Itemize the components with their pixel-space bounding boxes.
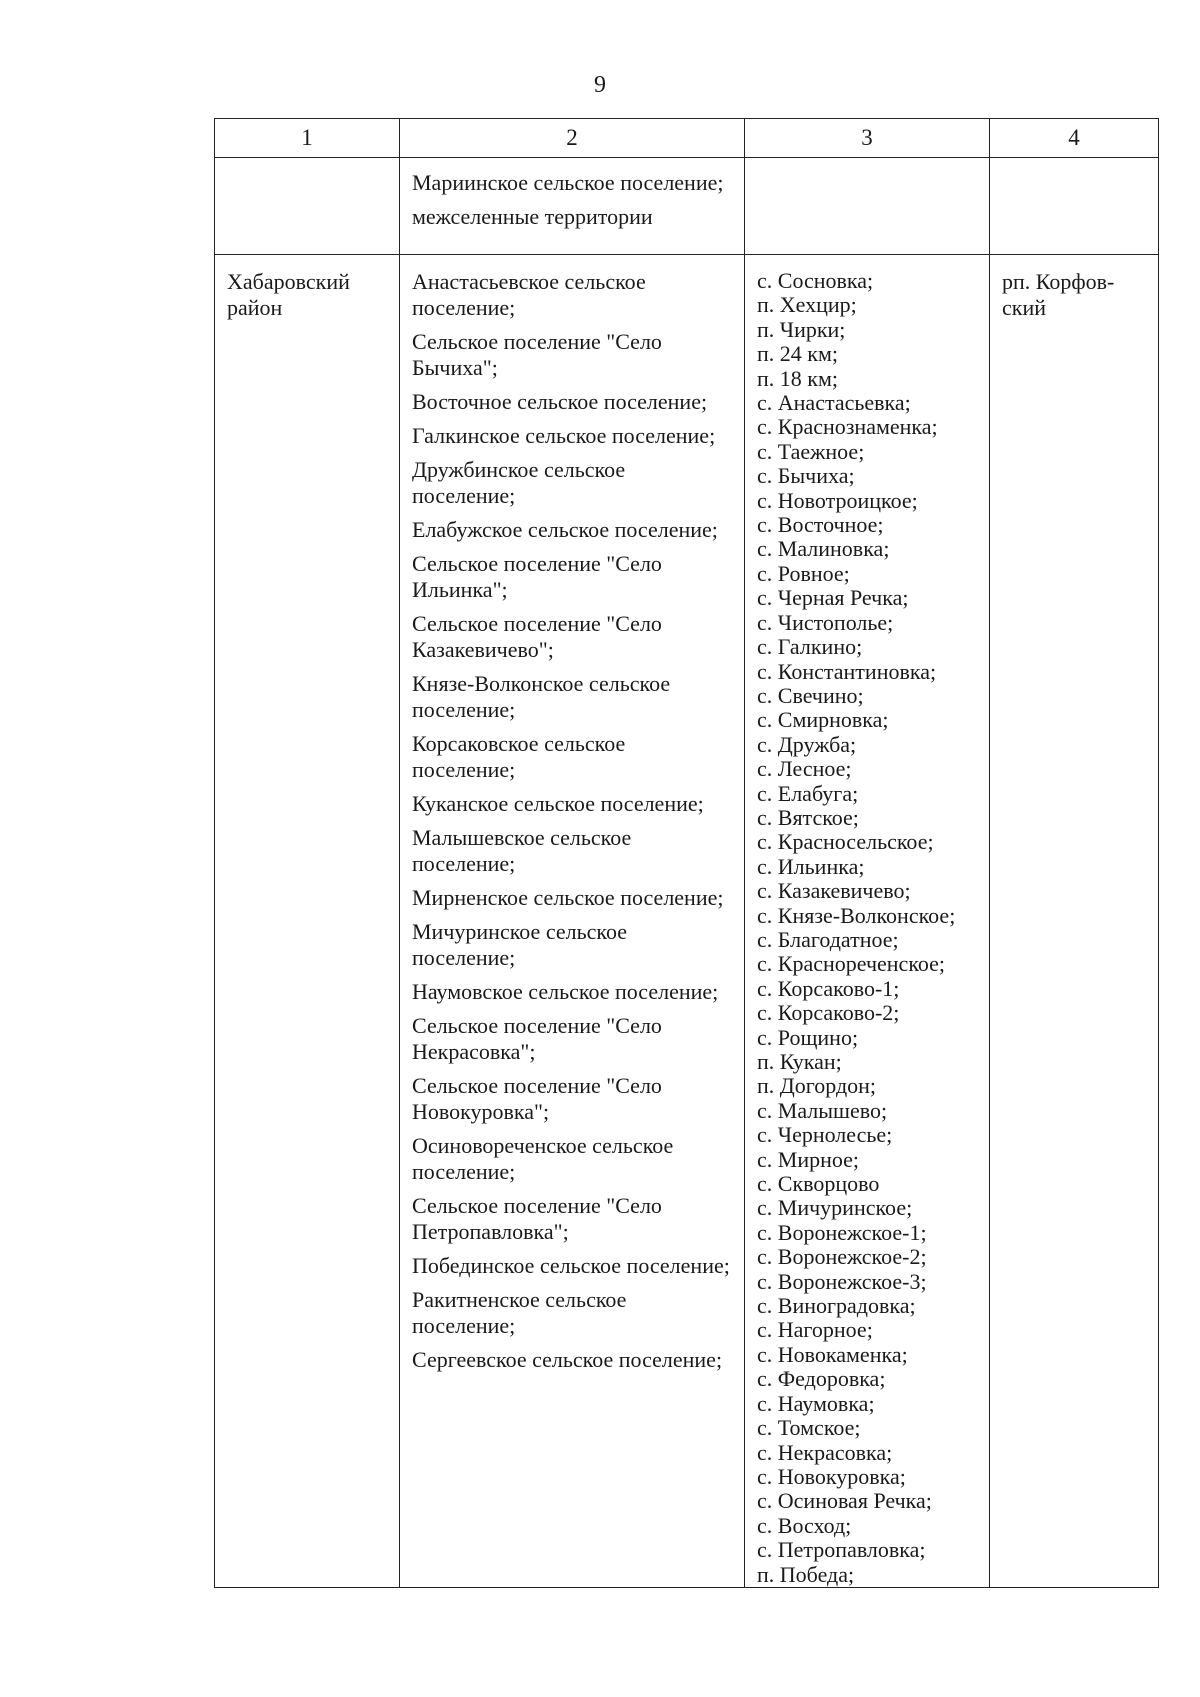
locality-item: п. 18 км; (757, 365, 838, 391)
settlement-item: Галкинское сельское поселение; (412, 423, 716, 448)
settlement-item: Сельское поселение "Село Новокуровка"; (412, 1073, 662, 1124)
locality-item: с. Осиновая Речка; (757, 1488, 932, 1514)
locality-item: с. Таежное; (757, 438, 865, 464)
page-number: 9 (594, 72, 606, 98)
settlement-item: Сельское поселение "Село Казакевичево"; (412, 611, 662, 662)
settlement-item: Корсаковское сельское поселение; (412, 731, 626, 782)
settlement-item: Сергеевское сельское поселение; (412, 1347, 723, 1372)
admin-center-cell (990, 255, 1159, 1588)
column-header-3: 3 (745, 119, 990, 158)
locality-item: с. Елабуга; (757, 780, 859, 806)
locality-item: с. Благодатное; (757, 926, 899, 952)
locality-item: с. Сосновка; (757, 268, 874, 293)
locality-item: с. Князе-Волконское; (757, 902, 956, 928)
table-row-continued (215, 158, 1159, 255)
locality-item: с. Петропавловка; (757, 1537, 926, 1563)
settlement-item: Ракитненское сельское поселение; (412, 1287, 627, 1338)
locality-item: с. Федоровка; (757, 1366, 886, 1392)
settlement-item: Сельское поселение "Село Петропавловка"; (412, 1193, 662, 1244)
locality-item: с. Воронежское-1; (757, 1219, 927, 1245)
locality-item: с. Малышево; (757, 1097, 888, 1123)
settlement-item: Анастасьевское сельское поселение; (412, 269, 646, 320)
locality-item: п. Победа; (757, 1561, 855, 1587)
locality-item: с. Рощино; (757, 1024, 859, 1050)
locality-item: с. Корсаково-2; (757, 1000, 900, 1026)
settlement-item: Сельское поселение "Село Бычиха"; (412, 329, 662, 380)
locality-item: с. Черная Речка; (757, 585, 909, 611)
settlement-item: Князе-Волконское сельское поселение; (412, 671, 671, 722)
locality-item: с. Дружба; (757, 731, 857, 757)
localities-cell-empty (745, 158, 990, 255)
settlement-item: Сельское поселение "Село Ильинка"; (412, 551, 662, 602)
locality-item: с. Константиновка; (757, 658, 937, 684)
settlement-item: Мичуринское сельское поселение; (412, 919, 627, 970)
locality-item: с. Некрасовка; (757, 1439, 893, 1465)
settlement-item: Сельское поселение "Село Некрасовка"; (412, 1013, 662, 1064)
settlement-item: Наумовское сельское поселение; (412, 979, 719, 1004)
locality-item: с. Скворцово (757, 1171, 880, 1197)
locality-item: п. Хехцир; (757, 292, 857, 318)
column-header-2: 2 (400, 119, 745, 158)
locality-item: с. Свечино; (757, 682, 864, 708)
locality-item: с. Наумовка; (757, 1390, 875, 1416)
locality-item: с. Восточное; (757, 512, 884, 538)
locality-item: с. Ильинка; (757, 853, 865, 879)
locality-item: с. Бычиха; (757, 463, 855, 489)
locality-item: с. Корсаково-1; (757, 975, 900, 1001)
settlements-cell (400, 255, 745, 1588)
locality-item: с. Смирновка; (757, 707, 889, 733)
locality-item: с. Чернолесье; (757, 1122, 893, 1148)
locality-item: с. Казакевичево; (757, 878, 911, 904)
locality-item: с. Мирное; (757, 1146, 860, 1172)
locality-item: с. Ровное; (757, 560, 850, 586)
column-header-4: 4 (990, 119, 1159, 158)
locality-item: с. Виноградовка; (757, 1293, 916, 1319)
locality-item: п. Догордон; (757, 1073, 877, 1099)
locality-item: с. Нагорное; (757, 1317, 873, 1343)
locality-item: п. Кукан; (757, 1049, 842, 1074)
settlement-item: Елабужское сельское поселение; (412, 517, 718, 542)
admin-center-cell-empty (990, 158, 1159, 255)
settlement-item: Мирненское сельское поселение; (412, 885, 724, 910)
locality-item: с. Вятское; (757, 804, 859, 830)
locality-item: п. 24 км; (757, 341, 838, 367)
settlements-table (214, 118, 1159, 1588)
district-cell (215, 255, 400, 1588)
column-header-1: 1 (215, 119, 400, 158)
locality-item: с. Восход; (757, 1512, 852, 1538)
locality-item: с. Галкино; (757, 634, 863, 660)
table-header-row (215, 119, 1159, 158)
locality-item: с. Томское; (757, 1415, 861, 1441)
table-row-khabarovsky (215, 255, 1159, 1588)
localities-list (745, 255, 989, 1587)
settlements-list (400, 255, 744, 1373)
settlement-item: Восточное сельское поселение; (412, 389, 708, 414)
locality-item: с. Воронежское-2; (757, 1244, 927, 1270)
settlement-item: Побединское сельское поселение; (412, 1253, 730, 1278)
settlement-item: межселенные территории (412, 204, 653, 229)
locality-item: с. Новотроицкое; (757, 487, 918, 513)
settlements-cell (400, 158, 745, 255)
locality-item: с. Малиновка; (757, 536, 890, 562)
locality-item: с. Лесное; (757, 756, 852, 782)
settlement-item: Мариинское сельское поселение; (412, 170, 724, 195)
district-name: Хабаровский район (227, 269, 350, 320)
district-cell-empty (215, 158, 400, 255)
localities-cell (745, 255, 990, 1588)
locality-item: с. Краснореченское; (757, 951, 946, 977)
locality-item: с. Красносельское; (757, 829, 934, 855)
locality-item: с. Краснознаменка; (757, 414, 938, 440)
admin-center-name: рп. Корфов-ский (1002, 269, 1115, 320)
locality-item: с. Чистополье; (757, 609, 894, 635)
settlement-item: Куканское сельское поселение; (412, 791, 704, 816)
locality-item: с. Воронежское-3; (757, 1268, 927, 1294)
locality-item: с. Новокуровка; (757, 1463, 906, 1489)
settlement-item: Дружбинское сельское поселение; (412, 457, 626, 508)
locality-item: с. Анастасьевка; (757, 390, 911, 416)
locality-item: с. Новокаменка; (757, 1341, 908, 1367)
locality-item: с. Мичуринское; (757, 1195, 913, 1221)
settlement-item: Осиновореченское сельское поселение; (412, 1133, 674, 1184)
settlement-item: Малышевское сельское поселение; (412, 825, 632, 876)
locality-item: п. Чирки; (757, 316, 846, 342)
